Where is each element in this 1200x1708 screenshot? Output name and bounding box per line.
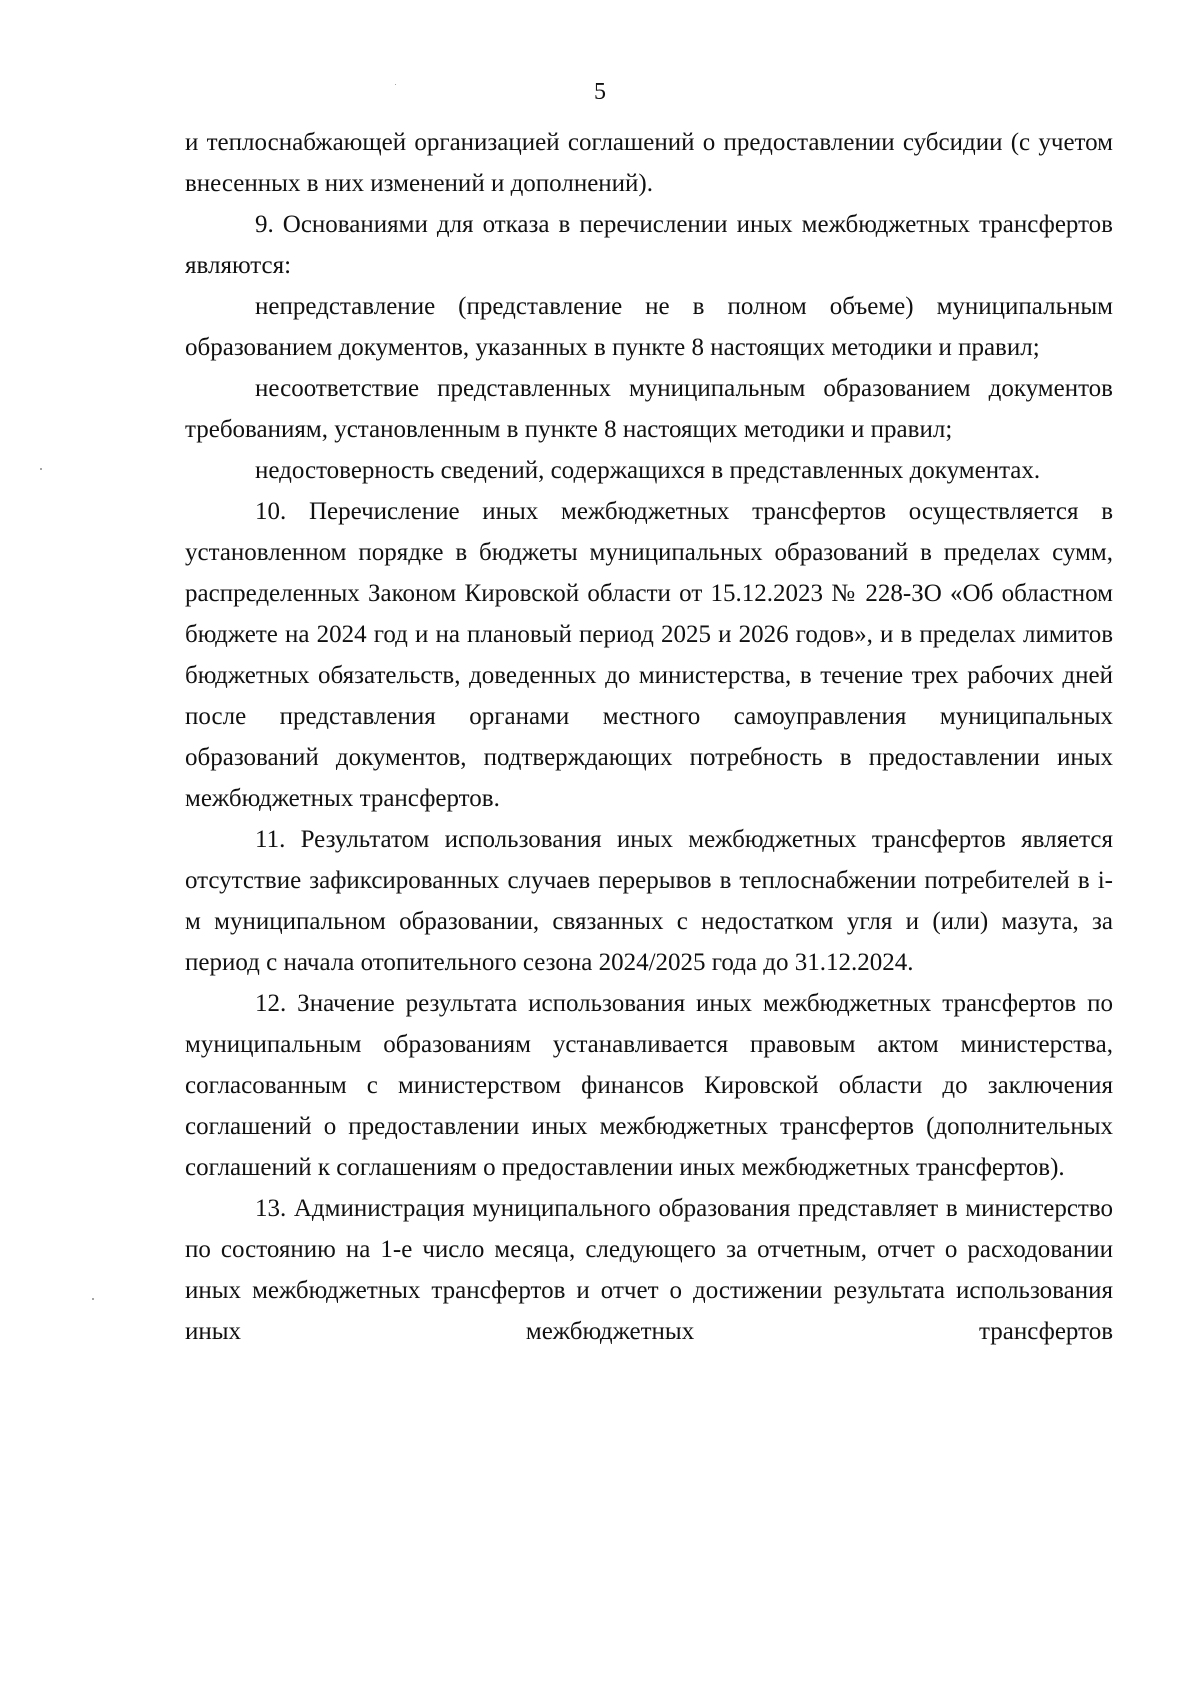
paragraph-11: 11. Результатом использования иных межбюджетных трансфертов является отсутствие зафиксированных случаев перерывов в теплоснабжении потребителей в i-м муниципальном образовании, связанных с недостатком угля и (или) мазута, за период с начала отопительного сезона 2024/2025 года до 31.12.2024. xyxy=(185,826,1113,976)
scan-speck xyxy=(40,468,42,470)
paragraph-continuation: и теплоснабжающей организацией соглашений о предоставлении субсидии (с учетом внесенных в них изменений и дополнений). xyxy=(185,129,1113,197)
paragraph-10: 10. Перечисление иных межбюджетных трансфертов осуществляется в установленном порядке в бюджеты муниципальных образований в пределах сумм, распределенных Законом Кировской области от 15.12.2023 № 228-ЗО «Об областном бюджете на 2024 год и на плановый период 2025 и 2026 годов», и в пределах лимитов бюджетных обязательств, доведенных до министерства, в течение трех рабочих дней после представления органами местного самоуправления муниципальных образований документов, подтверждающих потребность в предоставлении иных межбюджетных трансфертов. xyxy=(185,498,1113,812)
paragraph-12: 12. Значение результата использования иных межбюджетных трансфертов по муниципальным образованиям устанавливается правовым актом министерства, согласованным с министерством финансов Кировской области до заключения соглашений о предоставлении иных межбюджетных трансфертов (дополнительных соглашений к соглашениям о предоставлении иных межбюджетных трансфертов). xyxy=(185,990,1113,1181)
paragraph-9-item-1: непредставление (представление не в полном объеме) муниципальным образованием документов, указанных в пункте 8 настоящих методики и правил; xyxy=(185,293,1113,361)
paragraph-9-item-3: недостоверность сведений, содержащихся в представленных документах. xyxy=(255,457,1041,484)
document-body xyxy=(185,122,1113,1352)
paragraph-9: 9. Основаниями для отказа в перечислении иных межбюджетных трансфертов являются: xyxy=(185,211,1113,279)
scan-speck xyxy=(92,1298,94,1300)
page-number: 5 xyxy=(594,79,606,105)
paragraph-13: 13. Администрация муниципального образования представляет в министерство по состоянию на 1-е число месяца, следующего за отчетным, отчет о расходовании иных межбюджетных трансфертов и отчет о достижении результата использования иных межбюджетных трансфертов xyxy=(185,1195,1113,1345)
paragraph-9-item-2: несоответствие представленных муниципальным образованием документов требованиям, установленным в пункте 8 настоящих методики и правил; xyxy=(185,375,1113,443)
scan-speck xyxy=(395,84,396,85)
